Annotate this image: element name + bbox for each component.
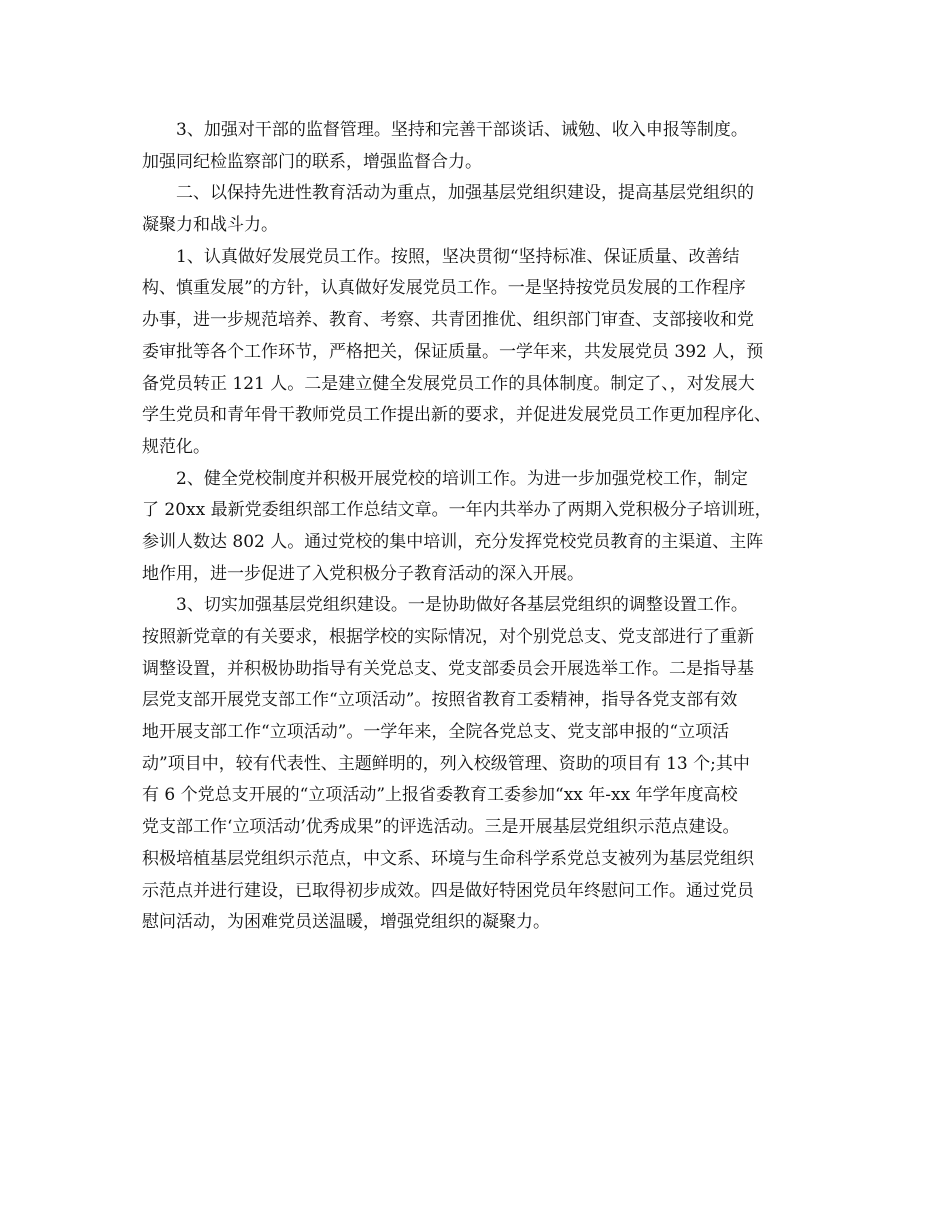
text-line: 积极培植基层党组织示范点，中文系、环境与生命科学系党总支被列为基层党组织 <box>142 848 754 869</box>
text-line: 2、健全党校制度并积极开展党校的培训工作。为进一步加强党校工作，制定 <box>176 468 748 489</box>
text-line: 参训人数达 802 人。通过党校的集中培训，充分发挥党校党员教育的主渠道、主阵 <box>142 531 764 552</box>
text-line: 构、慎重发展”的方针，认真做好发展党员工作。一是坚持按党员发展的工作程序 <box>142 278 746 299</box>
paragraph-party-school <box>142 464 822 591</box>
text-line: 调整设置，并积极协助指导有关党总支、党支部委员会开展选举工作。二是指导基 <box>142 658 754 679</box>
text-line: 二、以保持先进性教育活动为重点，加强基层党组织建设，提高基层党组织的 <box>176 183 754 204</box>
text-line: 办事，进一步规范培养、教育、考察、共青团推优、组织部门审查、支部接收和党 <box>142 310 754 331</box>
text-line: 层党支部开展党支部工作“立项活动”。按照省教育工委精神，指导各党支部有效 <box>142 690 738 711</box>
text-line: 3、加强对干部的监督管理。坚持和完善干部谈话、诫勉、收入申报等制度。 <box>176 120 748 140</box>
text-line: 动”项目中，较有代表性、主题鲜明的，列入校级管理、资助的项目有 13 个;其中 <box>142 753 750 774</box>
text-line: 加强同纪检监察部门的联系，增强监督合力。 <box>142 151 482 172</box>
text-line: 1、认真做好发展党员工作。按照，坚决贯彻“坚持标准、保证质量、改善结 <box>176 246 740 267</box>
text-line: 地作用，进一步促进了入党积极分子教育活动的深入开展。 <box>142 563 584 584</box>
text-line: 有 6 个党总支开展的“立项活动”上报省委教育工委参加“xx 年-xx 年学年度高校 <box>142 785 738 806</box>
paragraph-section-two-heading <box>142 178 822 241</box>
text-line: 备党员转正 121 人。二是建立健全发展党员工作的具体制度。制定了、，对发展大 <box>142 373 755 394</box>
text-line: 慰问活动，为困难党员送温暖，增强党组织的凝聚力。 <box>142 912 550 933</box>
text-line: 党支部工作‘立项活动’优秀成果”的评选活动。三是开展基层党组织示范点建设。 <box>142 817 740 838</box>
text-line: 3、切实加强基层党组织建设。一是协助做好各基层党组织的调整设置工作。 <box>176 595 748 616</box>
text-line: 凝聚力和战斗力。 <box>142 215 278 236</box>
document-body <box>142 115 822 939</box>
text-line: 规范化。 <box>142 436 210 457</box>
text-line: 示范点并进行建设，已取得初步成效。四是做好特困党员年终慰问工作。通过党员 <box>142 880 754 901</box>
text-line: 按照新党章的有关要求，根据学校的实际情况，对个别党总支、党支部进行了重新 <box>142 627 754 647</box>
paragraph-grassroots-organization <box>142 590 822 939</box>
text-line: 了 20xx 最新党委组织部工作总结文章。一年内共举办了两期入党积极分子培训班， <box>142 500 772 521</box>
text-line: 学生党员和青年骨干教师党员工作提出新的要求，并促进发展党员工作更加程序化、 <box>142 405 771 426</box>
paragraph-cadre-supervision <box>142 115 822 178</box>
paragraph-member-development <box>142 242 822 464</box>
text-line: 地开展支部工作“立项活动”。一学年来，全院各党总支、党支部申报的“立项活 <box>142 722 730 743</box>
text-line: 委审批等各个工作环节，严格把关，保证质量。一学年来，共发展党员 392 人，预 <box>142 341 764 362</box>
